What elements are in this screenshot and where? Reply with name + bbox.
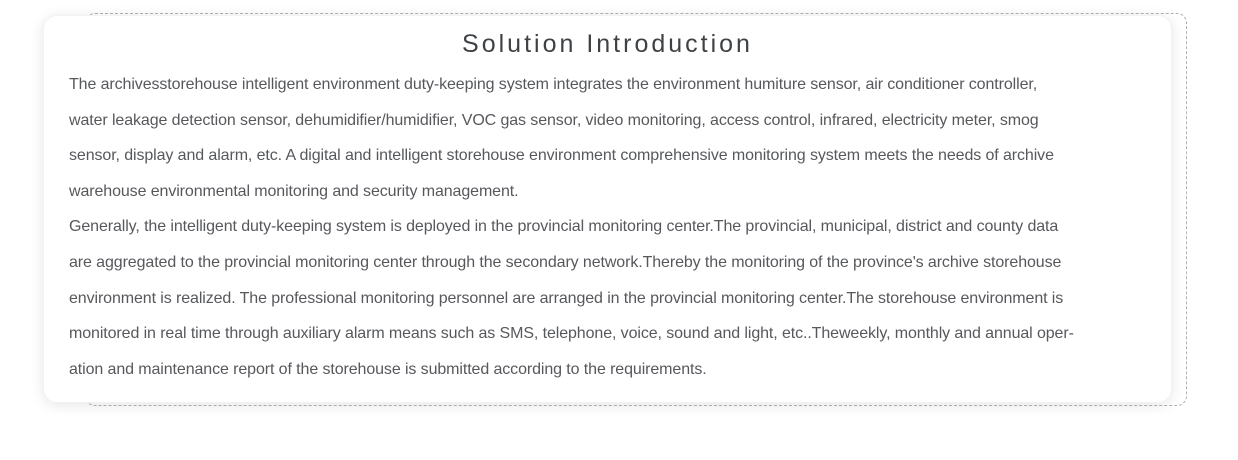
- text-line: water leakage detection sensor, dehumidifier/humidifier, VOC gas sensor, video monitoring, access control, infrared, electricity meter, smog: [69, 111, 1039, 129]
- text-line: sensor, display and alarm, etc. A digital and intelligent storehouse environment comprehensive monitoring system meets the needs of archive: [69, 147, 1054, 165]
- paragraph-system-overview: [69, 67, 1146, 209]
- text-line: monitored in real time through auxiliary alarm means such as SMS, telephone, voice, sound and light, etc..Theweekly, monthly and annual oper-: [69, 325, 1074, 343]
- content-card: [43, 15, 1172, 403]
- section-body: [44, 67, 1171, 387]
- text-line: environment is realized. The professional monitoring personnel are arranged in the provincial monitoring center.The storehouse environment is: [69, 289, 1064, 307]
- paragraph-deployment: [69, 209, 1146, 387]
- text-line: warehouse environmental monitoring and security management.: [69, 182, 519, 200]
- text-line: are aggregated to the provincial monitoring center through the secondary network.Thereby the monitoring of the province's archive storehouse: [69, 253, 1062, 271]
- text-line: The archivesstorehouse intelligent environment duty-keeping system integrates the environment humiture sensor, air conditioner controller,: [69, 76, 1038, 93]
- text-line: ation and maintenance report of the storehouse is submitted according to the requirements.: [69, 360, 707, 378]
- solution-introduction-section: [43, 15, 1172, 403]
- section-title: Solution Introduction: [462, 30, 753, 58]
- text-line: Generally, the intelligent duty-keeping system is deployed in the provincial monitoring center.The provincial, municipal, district and county data: [69, 218, 1059, 236]
